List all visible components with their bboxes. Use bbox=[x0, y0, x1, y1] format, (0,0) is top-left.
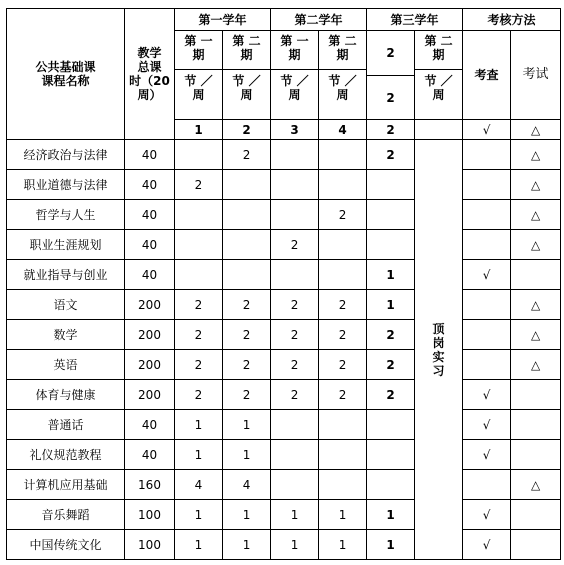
term1-header: 第 一 期 节 ／ 周 bbox=[175, 31, 223, 120]
course-name-cell: 数学 bbox=[7, 320, 125, 350]
term-number: 1 bbox=[175, 120, 223, 140]
total-hours-cell: 40 bbox=[125, 170, 175, 200]
term-number: 2 bbox=[367, 120, 415, 140]
term3-cell: 1 bbox=[271, 500, 319, 530]
inspect-mark-cell: √ bbox=[463, 500, 511, 530]
table-row bbox=[7, 200, 561, 230]
term2-cell bbox=[223, 170, 271, 200]
inspect-mark-cell bbox=[463, 140, 511, 170]
exam-mark-cell: △ bbox=[511, 200, 561, 230]
total-hours-cell: 200 bbox=[125, 380, 175, 410]
term4-cell: 2 bbox=[319, 380, 367, 410]
year1-header: 第一学年 bbox=[175, 9, 271, 31]
term1-cell: 1 bbox=[175, 500, 223, 530]
course-name-cell: 体育与健康 bbox=[7, 380, 125, 410]
term3-cell: 2 bbox=[271, 350, 319, 380]
course-name-cell: 礼仪规范教程 bbox=[7, 440, 125, 470]
term3-cell: 2 bbox=[271, 230, 319, 260]
term3-cell bbox=[271, 260, 319, 290]
term5-cell bbox=[367, 230, 415, 260]
year3-col1-value-top: 2 bbox=[367, 31, 415, 76]
inspect-mark-cell bbox=[463, 350, 511, 380]
term-number: 3 bbox=[271, 120, 319, 140]
term2-cell: 4 bbox=[223, 470, 271, 500]
exam-header: 考试 bbox=[511, 31, 561, 120]
term5-cell: 1 bbox=[367, 500, 415, 530]
term5-cell: 2 bbox=[367, 350, 415, 380]
term1-cell: 2 bbox=[175, 320, 223, 350]
total-hours-cell: 40 bbox=[125, 410, 175, 440]
total-hours-cell: 160 bbox=[125, 470, 175, 500]
exam-mark-cell: △ bbox=[511, 140, 561, 170]
term-number-blank bbox=[415, 120, 463, 140]
exam-method-header: 考核方法 bbox=[463, 9, 561, 31]
exam-mark-cell: △ bbox=[511, 170, 561, 200]
term4-cell bbox=[319, 230, 367, 260]
term5-cell bbox=[367, 170, 415, 200]
total-hours-cell: 200 bbox=[125, 320, 175, 350]
term1-cell: 4 bbox=[175, 470, 223, 500]
term5-cell bbox=[367, 410, 415, 440]
term1-cell: 2 bbox=[175, 170, 223, 200]
inspect-mark-cell bbox=[463, 170, 511, 200]
term4-cell: 2 bbox=[319, 350, 367, 380]
course-name-cell: 职业道德与法律 bbox=[7, 170, 125, 200]
term1-cell bbox=[175, 260, 223, 290]
term2-cell: 2 bbox=[223, 380, 271, 410]
exam-triangle-icon: △ bbox=[511, 120, 561, 140]
exam-mark-cell bbox=[511, 410, 561, 440]
table-row bbox=[7, 230, 561, 260]
inspect-mark-cell bbox=[463, 320, 511, 350]
term2-cell bbox=[223, 230, 271, 260]
term1-cell: 2 bbox=[175, 380, 223, 410]
term1-cell: 1 bbox=[175, 440, 223, 470]
term1-cell: 1 bbox=[175, 530, 223, 560]
term5-cell: 2 bbox=[367, 380, 415, 410]
term1-cell: 2 bbox=[175, 350, 223, 380]
term4-header: 第 二 期 节 ／ 周 bbox=[319, 31, 367, 120]
exam-mark-cell bbox=[511, 500, 561, 530]
term3-cell bbox=[271, 200, 319, 230]
exam-mark-cell bbox=[511, 380, 561, 410]
course-name-cell: 普通话 bbox=[7, 410, 125, 440]
total-hours-cell: 100 bbox=[125, 530, 175, 560]
table-row bbox=[7, 320, 561, 350]
term3-cell: 1 bbox=[271, 530, 319, 560]
term3-cell: 2 bbox=[271, 380, 319, 410]
course-name-cell: 语文 bbox=[7, 290, 125, 320]
term1-cell bbox=[175, 140, 223, 170]
term6-header: 第 二 期 节 ／ 周 bbox=[415, 31, 463, 120]
term1-cell bbox=[175, 200, 223, 230]
inspect-mark-cell bbox=[463, 470, 511, 500]
term4-cell: 1 bbox=[319, 530, 367, 560]
inspect-mark-cell: √ bbox=[463, 260, 511, 290]
inspect-mark-cell: √ bbox=[463, 530, 511, 560]
inspect-check-icon: √ bbox=[463, 120, 511, 140]
table-row bbox=[7, 500, 561, 530]
course-name-cell: 音乐舞蹈 bbox=[7, 500, 125, 530]
table-row bbox=[7, 440, 561, 470]
term1-cell: 2 bbox=[175, 290, 223, 320]
curriculum-table bbox=[6, 8, 561, 560]
term5-cell: 1 bbox=[367, 290, 415, 320]
term5-cell: 2 bbox=[367, 140, 415, 170]
term2-cell: 1 bbox=[223, 410, 271, 440]
term5-cell bbox=[367, 470, 415, 500]
term3-cell bbox=[271, 470, 319, 500]
course-name-cell: 经济政治与法律 bbox=[7, 140, 125, 170]
total-hours-cell: 40 bbox=[125, 140, 175, 170]
term3-cell bbox=[271, 440, 319, 470]
total-hours-cell: 200 bbox=[125, 350, 175, 380]
year2-header: 第二学年 bbox=[271, 9, 367, 31]
table-row bbox=[7, 260, 561, 290]
term2-cell bbox=[223, 200, 271, 230]
inspect-mark-cell bbox=[463, 290, 511, 320]
total-hours-cell: 100 bbox=[125, 500, 175, 530]
term4-cell: 2 bbox=[319, 320, 367, 350]
inspect-header: 考查 bbox=[463, 31, 511, 120]
table-row bbox=[7, 170, 561, 200]
term2-cell: 2 bbox=[223, 350, 271, 380]
exam-mark-cell bbox=[511, 260, 561, 290]
exam-mark-cell: △ bbox=[511, 320, 561, 350]
term2-header: 第 二 期 节 ／ 周 bbox=[223, 31, 271, 120]
internship-cell: 顶 岗 实 习 bbox=[415, 140, 463, 560]
table-row bbox=[7, 470, 561, 500]
table-row bbox=[7, 380, 561, 410]
total-hours-cell: 200 bbox=[125, 290, 175, 320]
term4-cell bbox=[319, 470, 367, 500]
inspect-mark-cell bbox=[463, 230, 511, 260]
total-hours-cell: 40 bbox=[125, 440, 175, 470]
course-name-cell: 职业生涯规划 bbox=[7, 230, 125, 260]
term5-cell: 1 bbox=[367, 260, 415, 290]
term2-cell: 2 bbox=[223, 290, 271, 320]
table-row bbox=[7, 350, 561, 380]
table-row bbox=[7, 410, 561, 440]
term-number: 4 bbox=[319, 120, 367, 140]
term3-cell bbox=[271, 140, 319, 170]
inspect-mark-cell bbox=[463, 200, 511, 230]
year3-col1-value-bottom: 2 bbox=[367, 76, 415, 120]
table-row bbox=[7, 290, 561, 320]
term5-cell: 1 bbox=[367, 530, 415, 560]
exam-mark-cell: △ bbox=[511, 350, 561, 380]
term3-cell bbox=[271, 410, 319, 440]
term3-cell: 2 bbox=[271, 320, 319, 350]
term1-cell: 1 bbox=[175, 410, 223, 440]
exam-mark-cell: △ bbox=[511, 470, 561, 500]
exam-mark-cell: △ bbox=[511, 230, 561, 260]
term2-cell bbox=[223, 260, 271, 290]
term5-cell: 2 bbox=[367, 320, 415, 350]
total-hours-cell: 40 bbox=[125, 260, 175, 290]
term5-cell bbox=[367, 440, 415, 470]
term2-cell: 1 bbox=[223, 530, 271, 560]
course-name-cell: 就业指导与创业 bbox=[7, 260, 125, 290]
term4-cell bbox=[319, 440, 367, 470]
exam-mark-cell: △ bbox=[511, 290, 561, 320]
table-row bbox=[7, 530, 561, 560]
total-hours-cell: 40 bbox=[125, 230, 175, 260]
term2-cell: 2 bbox=[223, 320, 271, 350]
term-number: 2 bbox=[223, 120, 271, 140]
course-name-header: 公共基础课 课程名称 bbox=[7, 9, 125, 140]
course-name-cell: 计算机应用基础 bbox=[7, 470, 125, 500]
term2-cell: 1 bbox=[223, 440, 271, 470]
term4-cell bbox=[319, 140, 367, 170]
table-row bbox=[7, 140, 561, 170]
term2-cell: 1 bbox=[223, 500, 271, 530]
year3-header: 第三学年 bbox=[367, 9, 463, 31]
inspect-mark-cell: √ bbox=[463, 410, 511, 440]
total-hours-cell: 40 bbox=[125, 200, 175, 230]
course-name-cell: 哲学与人生 bbox=[7, 200, 125, 230]
term3-cell: 2 bbox=[271, 290, 319, 320]
term3-cell bbox=[271, 170, 319, 200]
course-name-cell: 英语 bbox=[7, 350, 125, 380]
inspect-mark-cell: √ bbox=[463, 380, 511, 410]
term4-cell bbox=[319, 260, 367, 290]
term4-cell: 2 bbox=[319, 290, 367, 320]
term4-cell: 1 bbox=[319, 500, 367, 530]
inspect-mark-cell: √ bbox=[463, 440, 511, 470]
term3-header: 第 一 期 节 ／ 周 bbox=[271, 31, 319, 120]
term4-cell bbox=[319, 410, 367, 440]
course-name-cell: 中国传统文化 bbox=[7, 530, 125, 560]
term1-cell bbox=[175, 230, 223, 260]
term4-cell: 2 bbox=[319, 200, 367, 230]
exam-mark-cell bbox=[511, 440, 561, 470]
exam-mark-cell bbox=[511, 530, 561, 560]
header-row-years bbox=[7, 9, 561, 31]
term2-cell: 2 bbox=[223, 140, 271, 170]
term5-cell bbox=[367, 200, 415, 230]
total-hours-header: 教学 总课 时（20 周） bbox=[125, 9, 175, 140]
term4-cell bbox=[319, 170, 367, 200]
